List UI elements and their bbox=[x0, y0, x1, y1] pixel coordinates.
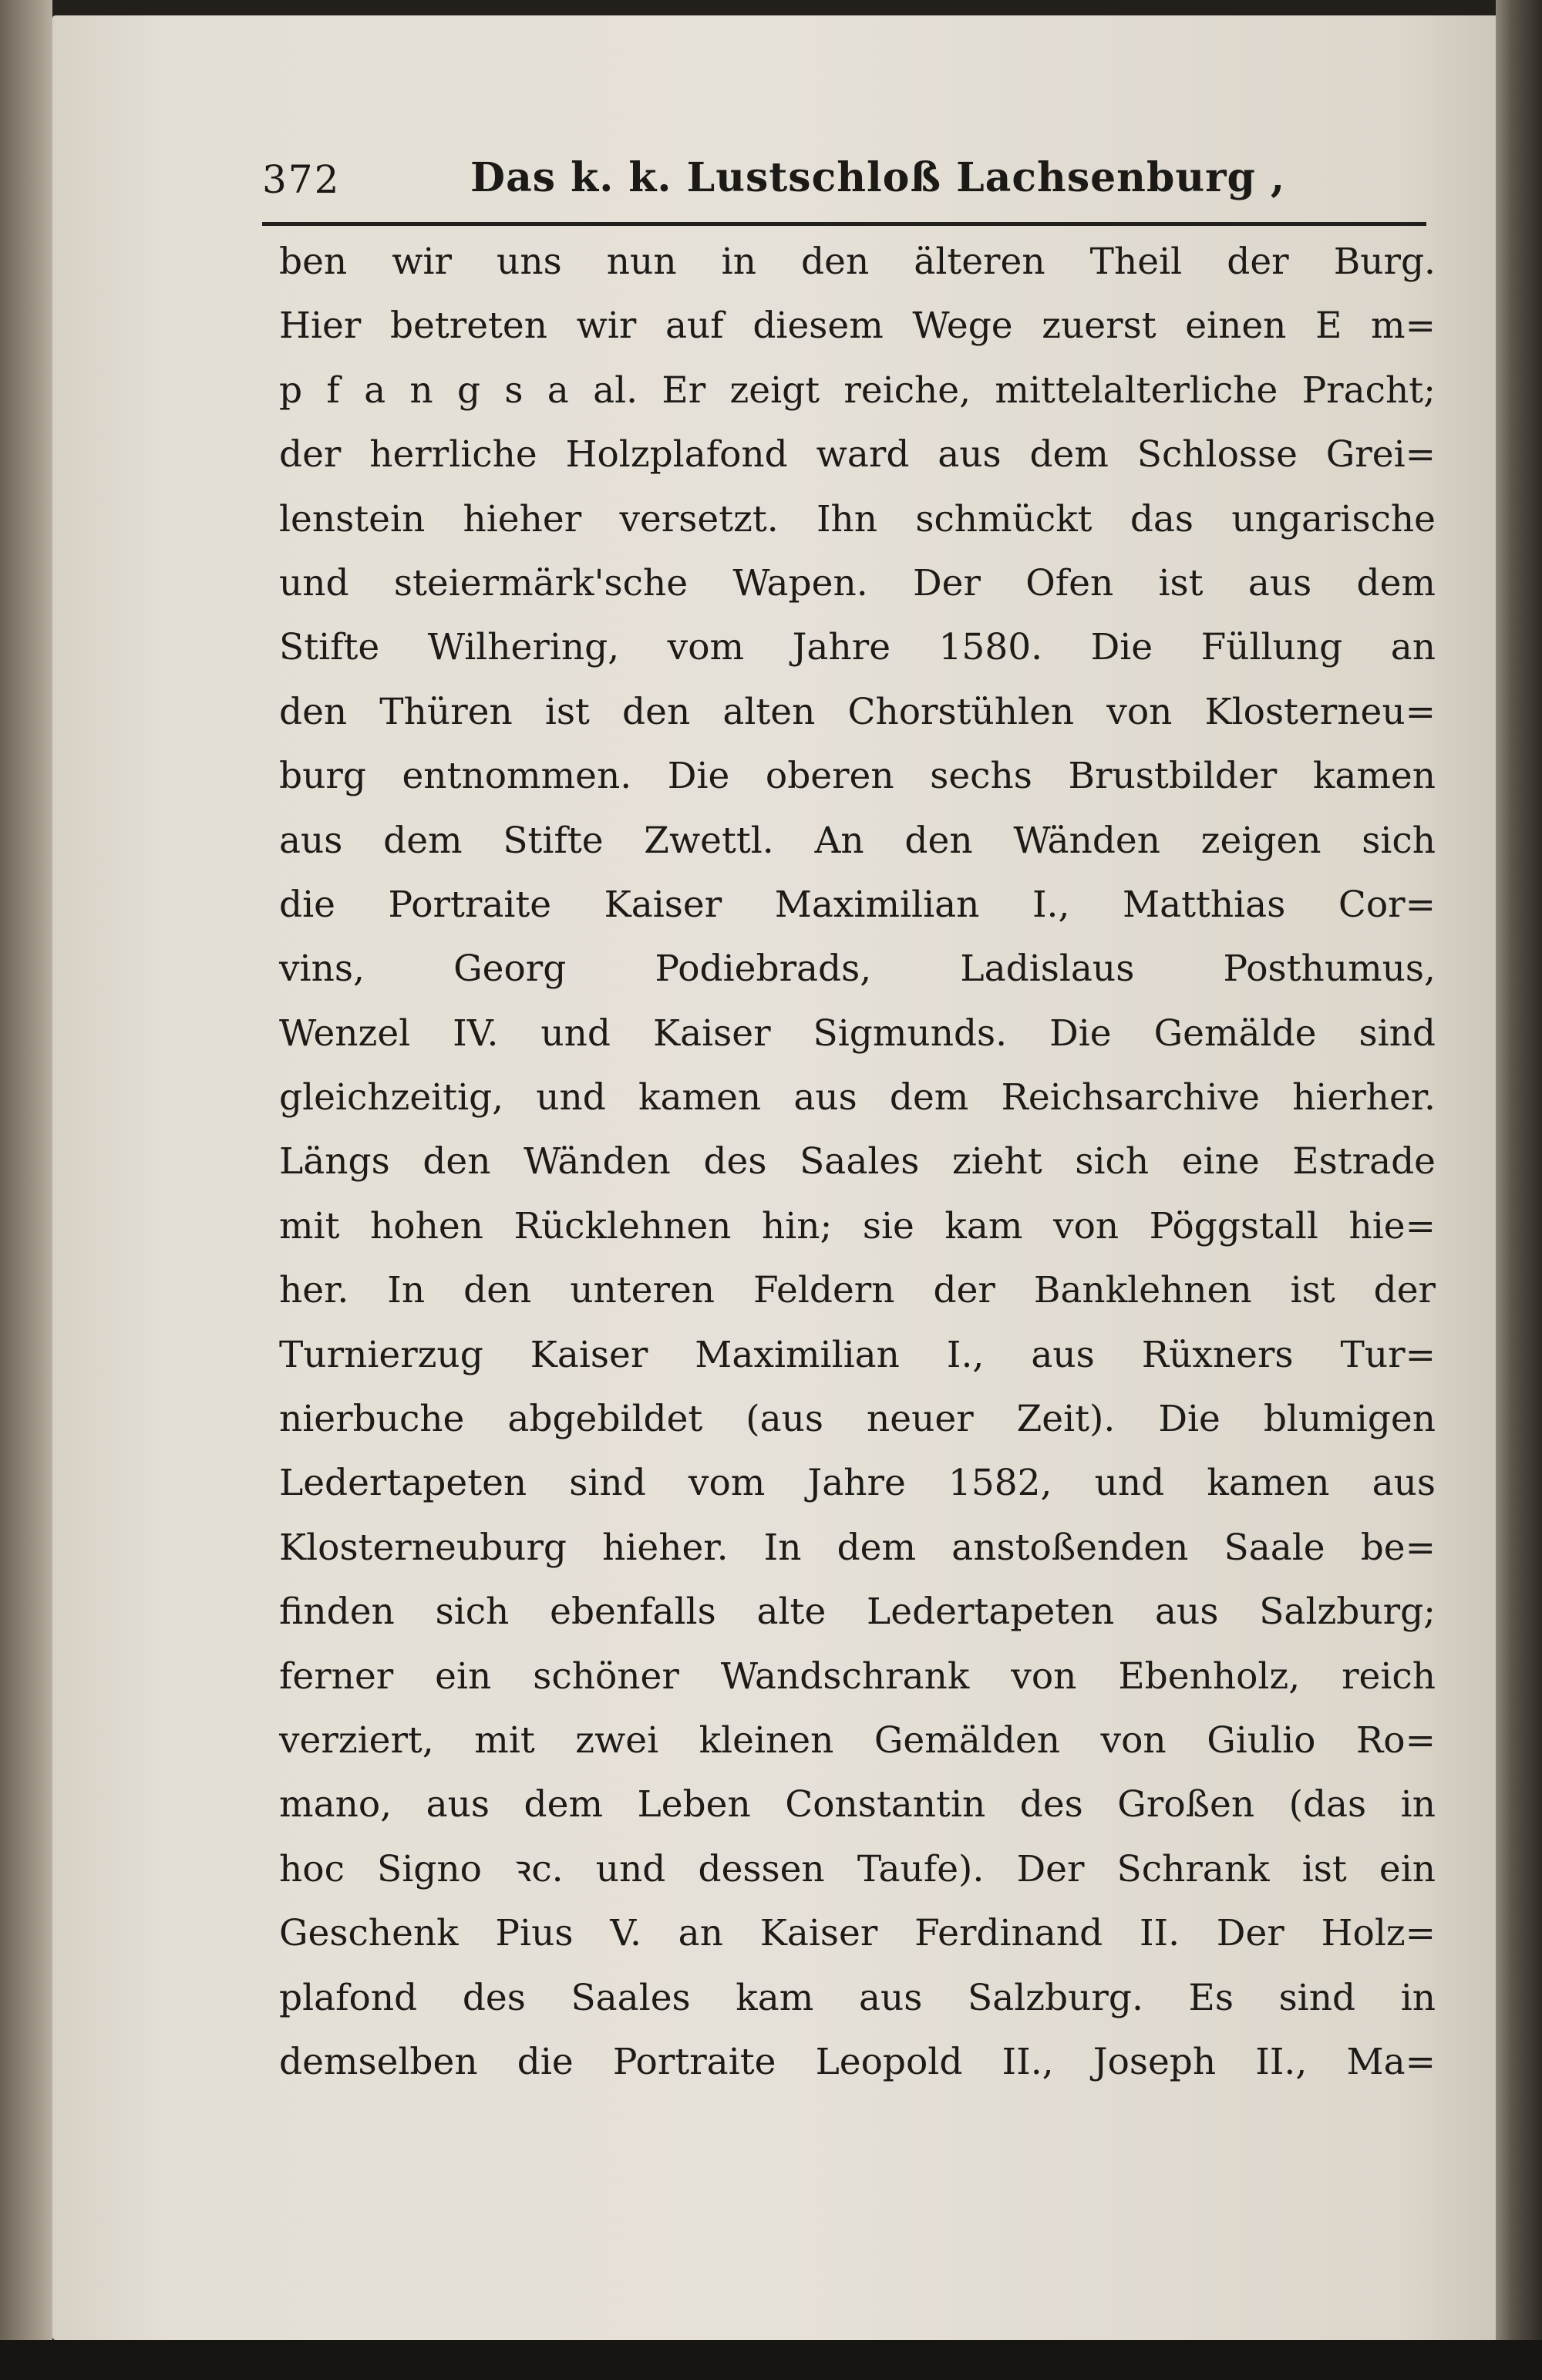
text-line: Ledertapeten sind vom Jahre 1582, und kamen aus bbox=[279, 1462, 1436, 1505]
text-line: Hier betreten wir auf diesem Wege zuerst einen E m= bbox=[279, 305, 1436, 348]
text-line: demselben die Portraite Leopold II., Joseph II., Ma= bbox=[279, 2040, 1436, 2083]
text-line: verziert, mit zwei kleinen Gemälden von Giulio Ro= bbox=[279, 1719, 1436, 1762]
header-rule bbox=[262, 222, 1426, 226]
text-line: burg entnommen. Die oberen sechs Brustbilder kamen bbox=[279, 755, 1436, 798]
bottom-edge bbox=[0, 2340, 1542, 2380]
text-line: Klosterneuburg hieher. In dem anstoßenden Saale be= bbox=[279, 1526, 1436, 1569]
text-line: die Portraite Kaiser Maximilian I., Matthias Cor= bbox=[279, 883, 1436, 926]
text-line: ferner ein schöner Wandschrank von Ebenholz, reich bbox=[279, 1655, 1436, 1698]
text-line: p f a n g s a al. Er zeigt reiche, mittelalterliche Pracht; bbox=[279, 369, 1436, 412]
text-line: Turnierzug Kaiser Maximilian I., aus Rüxners Tur= bbox=[279, 1333, 1436, 1376]
text-line: finden sich ebenfalls alte Ledertapeten aus Salzburg; bbox=[279, 1591, 1436, 1634]
text-line: nierbuche abgebildet (aus neuer Zeit). Die blumigen bbox=[279, 1398, 1436, 1441]
text-line: her. In den unteren Feldern der Banklehnen ist der bbox=[279, 1269, 1436, 1312]
text-line: Geschenk Pius V. an Kaiser Ferdinand II. Der Holz= bbox=[279, 1912, 1436, 1955]
running-head bbox=[262, 146, 1426, 216]
text-line: Längs den Wänden des Saales zieht sich eine Estrade bbox=[279, 1140, 1436, 1183]
text-line: den Thüren ist den alten Chorstühlen von Klosterneu= bbox=[279, 690, 1436, 733]
text-line: Stifte Wilhering, vom Jahre 1580. Die Füllung an bbox=[279, 626, 1436, 669]
page-number: 372 bbox=[262, 157, 341, 202]
text-line: und steiermärk'sche Wapen. Der Ofen ist aus dem bbox=[279, 561, 1436, 604]
running-title: Das k. k. Lustschloß Lachsenburg , bbox=[470, 154, 1286, 201]
text-line: gleichzeitig, und kamen aus dem Reichsarchive hierher. bbox=[279, 1076, 1436, 1119]
text-line: lenstein hieher versetzt. Ihn schmückt das ungarische bbox=[279, 497, 1436, 540]
text-line: Wenzel IV. und Kaiser Sigmunds. Die Gemälde sind bbox=[279, 1012, 1436, 1055]
text-line: der herrliche Holzplafond ward aus dem Schlosse Grei= bbox=[279, 433, 1436, 476]
text-line: mit hohen Rücklehnen hin; sie kam von Pöggstall hie= bbox=[279, 1204, 1436, 1247]
text-line: plafond des Saales kam aus Salzburg. Es sind in bbox=[279, 1976, 1436, 2019]
text-line: ben wir uns nun in den älteren Theil der Burg. bbox=[279, 241, 1436, 283]
left-page-edge bbox=[0, 0, 52, 2380]
page-body-text bbox=[279, 230, 1436, 2094]
text-line: aus dem Stifte Zwettl. An den Wänden zeigen sich bbox=[279, 819, 1436, 862]
text-line: vins, Georg Podiebrads, Ladislaus Posthumus, bbox=[279, 948, 1436, 991]
text-line: hoc Signo ꝛc. und dessen Taufe). Der Schrank ist ein bbox=[279, 1847, 1436, 1890]
right-page-edge bbox=[1496, 0, 1542, 2380]
text-line: mano, aus dem Leben Constantin des Großen (das in bbox=[279, 1783, 1436, 1826]
